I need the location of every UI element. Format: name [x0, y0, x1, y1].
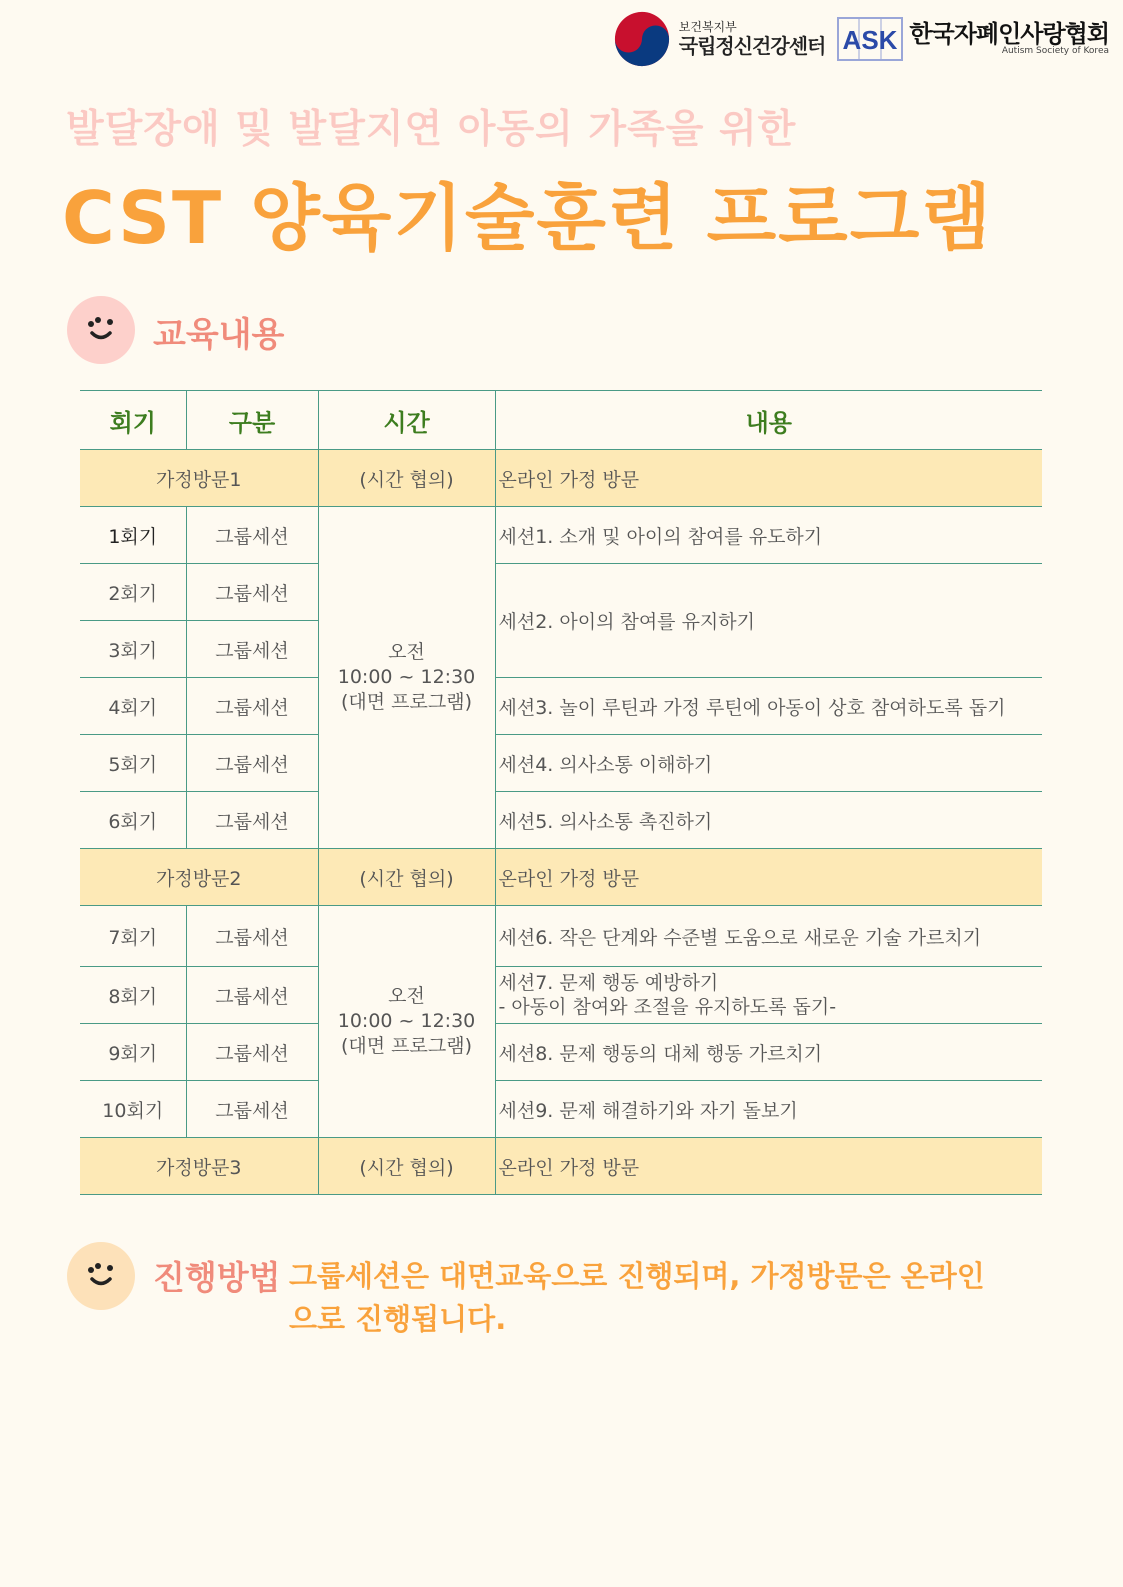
- content-cell: 세션9. 문제 해결하기와 자기 돌보기: [495, 1081, 1042, 1138]
- type-cell: 그룹세션: [186, 1081, 318, 1138]
- content-cell: 세션4. 의사소통 이해하기: [495, 735, 1042, 792]
- government-emblem-icon: [613, 10, 671, 68]
- table-row: [80, 507, 1042, 564]
- table-row: [80, 564, 1042, 621]
- table-row: [80, 678, 1042, 735]
- ask-logo-mark-icon: [837, 17, 903, 61]
- type-cell: 그룹세션: [186, 735, 318, 792]
- type-cell: 그룹세션: [186, 967, 318, 1024]
- content-cell: 세션3. 놀이 루틴과 가정 루틴에 아동이 상호 참여하도록 돕기: [495, 678, 1042, 735]
- table-row: [80, 906, 1042, 967]
- home-visit-content: 온라인 가정 방문: [495, 1138, 1042, 1195]
- svg-text:ASK: ASK: [842, 25, 898, 55]
- type-cell: 그룹세션: [186, 507, 318, 564]
- content-cell: 세션1. 소개 및 아이의 참여를 유도하기: [495, 507, 1042, 564]
- session-cell: 5회기: [80, 735, 186, 792]
- content-cell: 세션5. 의사소통 촉진하기: [495, 792, 1042, 849]
- session-cell: 9회기: [80, 1024, 186, 1081]
- type-cell: 그룹세션: [186, 906, 318, 967]
- subtitle: 발달장애 및 발달지연 아동의 가족을 위한: [66, 107, 797, 152]
- type-cell: 그룹세션: [186, 1024, 318, 1081]
- type-cell: 그룹세션: [186, 792, 318, 849]
- header-type: 구분: [186, 391, 318, 450]
- home-visit-label: 가정방문1: [80, 450, 318, 507]
- page-title: CST 양육기술훈련 프로그램: [62, 176, 993, 260]
- method-description: 그룹세션은 대면교육으로 진행되며, 가정방문은 온라인으로 진행됩니다.: [289, 1259, 985, 1336]
- home-visit-time: (시간 협의): [318, 849, 495, 906]
- header-session: 회기: [80, 391, 186, 450]
- time-cell-block2: 오전 10:00 ~ 12:30 (대면 프로그램): [318, 906, 495, 1138]
- section-title-education: 교육내용: [153, 315, 285, 355]
- home-visit-label: 가정방문2: [80, 849, 318, 906]
- session-cell: 10회기: [80, 1081, 186, 1138]
- session-cell: 7회기: [80, 906, 186, 967]
- home-visit-content: 온라인 가정 방문: [495, 450, 1042, 507]
- session-cell: 4회기: [80, 678, 186, 735]
- section-title-method: 진행방법: [153, 1258, 281, 1297]
- smiley-face-icon: [67, 296, 135, 364]
- header-content: 내용: [495, 391, 1042, 450]
- center-name: 국립정신건강센터: [678, 33, 826, 58]
- content-cell: 세션2. 아이의 참여를 유지하기: [495, 564, 1042, 678]
- society-name-korean: 한국자폐인사랑협회: [909, 19, 1109, 48]
- table-row: [80, 967, 1042, 1024]
- table-row: [80, 1081, 1042, 1138]
- smiley-face-icon: [67, 1242, 135, 1310]
- home-visit-content: 온라인 가정 방문: [495, 849, 1042, 906]
- type-cell: 그룹세션: [186, 678, 318, 735]
- session-cell: 8회기: [80, 967, 186, 1024]
- home-visit-time: (시간 협의): [318, 1138, 495, 1195]
- time-cell-block1: 오전 10:00 ~ 12:30 (대면 프로그램): [318, 507, 495, 849]
- content-cell: 세션7. 문제 행동 예방하기 - 아동이 참여와 조절을 유지하도록 돕기-: [495, 967, 1042, 1024]
- table-row-home-visit-2: [80, 849, 1042, 906]
- content-cell: 세션6. 작은 단계와 수준별 도움으로 새로운 기술 가르치기: [495, 906, 1042, 967]
- table-header-row: [80, 391, 1042, 450]
- table-row: [80, 792, 1042, 849]
- government-logo-text: [679, 21, 826, 56]
- ask-logo: [837, 17, 1109, 61]
- table-row-home-visit-1: [80, 450, 1042, 507]
- home-visit-label: 가정방문3: [80, 1138, 318, 1195]
- header-logos: [613, 10, 1109, 68]
- session-cell: 1회기: [80, 507, 186, 564]
- session-cell: 2회기: [80, 564, 186, 621]
- table-row: [80, 1024, 1042, 1081]
- session-cell: 3회기: [80, 621, 186, 678]
- type-cell: 그룹세션: [186, 621, 318, 678]
- table-row: [80, 735, 1042, 792]
- session-cell: 6회기: [80, 792, 186, 849]
- type-cell: 그룹세션: [186, 564, 318, 621]
- ministry-name: 보건복지부: [678, 20, 737, 35]
- content-cell: 세션8. 문제 행동의 대체 행동 가르치기: [495, 1024, 1042, 1081]
- header-time: 시간: [318, 391, 495, 450]
- table-row-home-visit-3: [80, 1138, 1042, 1195]
- society-name-english: Autism Society of Korea: [1001, 45, 1109, 56]
- home-visit-time: (시간 협의): [318, 450, 495, 507]
- schedule-table: [80, 390, 1042, 1195]
